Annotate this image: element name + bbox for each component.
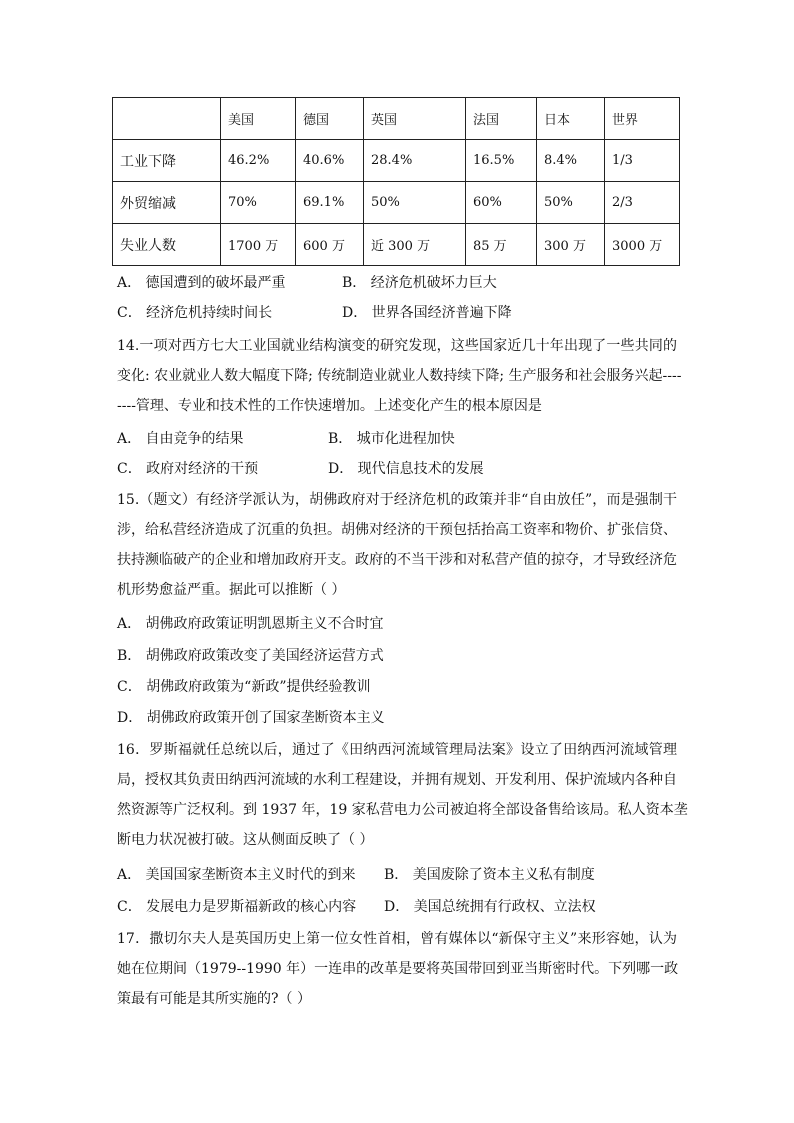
q16-option-a: A． 美国国家垄断资本主义时代的到来 <box>117 867 356 883</box>
table-header-cell: 法国 <box>466 98 537 140</box>
table-header-row <box>113 98 680 140</box>
q15-stem-line: 机形势愈益严重。据此可以推断（ ） <box>117 582 346 598</box>
table-cell: 60% <box>466 182 537 224</box>
q16-option-d: D． 美国总统拥有行政权、立法权 <box>384 899 596 915</box>
q16-stem-line: 然资源等广泛权利。到 1937 年，19 家私营电力公司被迫将全部设备售给该局。私人资本垄 <box>117 802 688 818</box>
table-cell: 1/3 <box>605 140 680 182</box>
q16-stem-line: 局，授权其负责田纳西河流域的水利工程建设，并拥有规划、开发利用、保护流域内各种自 <box>117 772 677 788</box>
q14-stem-line: 变化: 农业就业人数大幅度下降; 传统制造业就业人数持续下降; 生产服务和社会服务兴起---- <box>117 368 682 384</box>
q13-option-d: D． 世界各国经济普遍下降 <box>342 305 512 321</box>
q15-option-b: B． 胡佛政府政策改变了美国经济运营方式 <box>117 648 384 664</box>
q14-stem-line: ----管理、专业和技术性的工作快速增加。上述变化产生的根本原因是 <box>117 398 542 414</box>
table-row-header: 外贸缩减 <box>113 182 221 224</box>
table-row <box>113 182 680 224</box>
table-cell: 50% <box>537 182 605 224</box>
table-header-cell: 美国 <box>221 98 296 140</box>
table-cell: 300 万 <box>537 224 605 266</box>
table-header-cell <box>113 98 221 140</box>
table-cell: 600 万 <box>296 224 364 266</box>
q15-option-a: A． 胡佛政府政策证明凯恩斯主义不合时宜 <box>117 616 384 632</box>
table-cell: 16.5% <box>466 140 537 182</box>
q14-option-d: D． 现代信息技术的发展 <box>328 461 484 477</box>
q17-stem-line: 她在位期间（1979--1990 年）一连串的改革是要将英国带回到亚当斯密时代。下列哪一政 <box>117 961 679 977</box>
table-cell: 3000 万 <box>605 224 680 266</box>
q15-option-c: C． 胡佛政府政策为“新政”提供经验教训 <box>117 679 371 695</box>
table-header-cell: 英国 <box>364 98 466 140</box>
table-header-cell: 世界 <box>605 98 680 140</box>
q15-stem-line: 15.（题文）有经济学派认为，胡佛政府对于经济危机的政策并非“自由放任”，而是强制干 <box>117 492 677 508</box>
q14-option-a: A． 自由竞争的结果 <box>117 431 244 447</box>
q15-stem-line: 扶持濒临破产的企业和增加政府开支。政府的不当干涉和对私营产值的掠夺，才导致经济危 <box>117 552 677 568</box>
q13-option-b: B． 经济危机破坏力巨大 <box>342 275 497 291</box>
table-row <box>113 140 680 182</box>
table-header-cell: 日本 <box>537 98 605 140</box>
q14-option-b: B． 城市化进程加快 <box>328 431 455 447</box>
table-cell: 85 万 <box>466 224 537 266</box>
table-row-header: 工业下降 <box>113 140 221 182</box>
economic-crisis-table <box>112 97 680 266</box>
table-cell: 1700 万 <box>221 224 296 266</box>
table-cell: 40.6% <box>296 140 364 182</box>
table-cell: 8.4% <box>537 140 605 182</box>
q13-option-a: A． 德国遭到的破坏最严重 <box>117 275 286 291</box>
table-cell: 2/3 <box>605 182 680 224</box>
table-cell: 46.2% <box>221 140 296 182</box>
table-row <box>113 224 680 266</box>
q16-option-b: B． 美国废除了资本主义私有制度 <box>384 867 595 883</box>
table-cell: 近 300 万 <box>364 224 466 266</box>
q17-stem-line: 17．撒切尔夫人是英国历史上第一位女性首相，曾有媒体以“新保守主义”来形容她，认为 <box>117 931 677 947</box>
q16-stem-line: 断电力状况被打破。这从侧面反映了（ ） <box>117 832 374 848</box>
q15-stem-line: 涉，给私营经济造成了沉重的负担。胡佛对经济的干预包括抬高工资率和物价、扩张信贷、 <box>117 522 677 538</box>
table-cell: 50% <box>364 182 466 224</box>
q13-option-c: C． 经济危机持续时间长 <box>117 305 273 321</box>
q15-option-d: D． 胡佛政府政策开创了国家垄断资本主义 <box>117 710 385 726</box>
q14-stem-line: 14.一项对西方七大工业国就业结构演变的研究发现，这些国家近几十年出现了一些共同的 <box>117 338 677 354</box>
table-cell: 69.1% <box>296 182 364 224</box>
q14-option-c: C． 政府对经济的干预 <box>117 461 259 477</box>
table-row-header: 失业人数 <box>113 224 221 266</box>
q17-stem-line: 策最有可能是其所实施的?（ ） <box>117 991 311 1007</box>
table-cell: 28.4% <box>364 140 466 182</box>
table-header-cell: 德国 <box>296 98 364 140</box>
table-cell: 70% <box>221 182 296 224</box>
q16-stem-line: 16．罗斯福就任总统以后，通过了《田纳西河流域管理局法案》设立了田纳西河流域管理 <box>117 742 677 758</box>
q16-option-c: C． 发展电力是罗斯福新政的核心内容 <box>117 899 357 915</box>
